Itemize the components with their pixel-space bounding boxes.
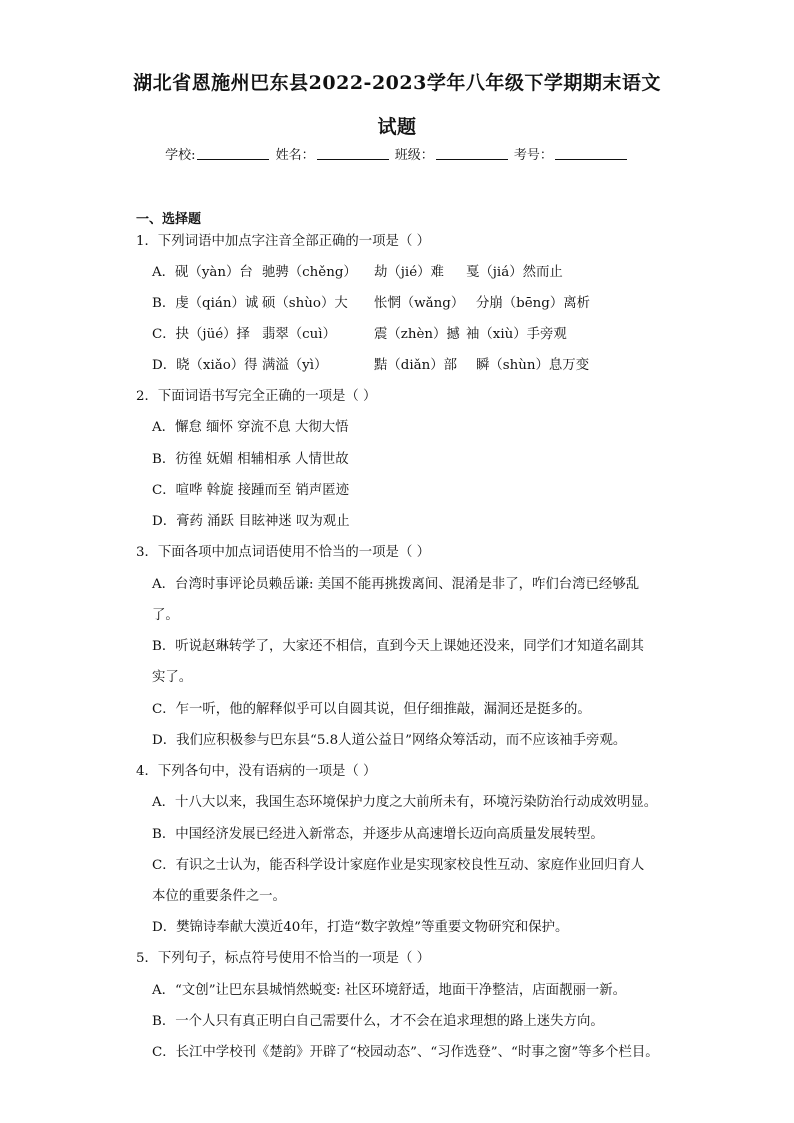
q4-option-c-line1: C．有识之士认为，能否科学设计家庭作业是实现家校良性互动、家庭作业回归育人 (152, 858, 645, 873)
exam-title-line1: 湖北省恩施州巴东县2022-2023学年八年级下学期期末语文 (133, 72, 661, 94)
q2-stem: 2．下面词语书写完全正确的一项是（ ） (136, 389, 377, 404)
q1-option-a (152, 264, 563, 282)
q1-d-seg1: D．晓（xiǎo）得 (152, 358, 258, 373)
section-title: 一、选择题 (136, 212, 202, 227)
q1-b-seg3: 怅惘（wǎng） (374, 296, 465, 311)
exam-no-label: 考号： (513, 148, 553, 163)
q1-a-seg3: 劫（jié）难 (374, 265, 444, 280)
q4-option-b: B．中国经济发展已经进入新常态，并逐步从高速增长迈向高质量发展转型。 (152, 827, 604, 842)
q1-stem: 1．下列词语中加点字注音全部正确的一项是（ ） (136, 234, 430, 249)
q1-c-seg2: 翡翠（cuì） (262, 327, 336, 342)
school-label: 学校: (165, 148, 196, 163)
q5-stem: 5．下列句子，标点符号使用不恰当的一项是（ ） (136, 951, 430, 966)
q1-c-seg1: C．抉（jüé）择 (152, 327, 250, 342)
q1-d-seg3: 黠（diǎn）部 (374, 358, 458, 373)
name-label: 姓名： (275, 148, 315, 163)
q1-option-b (152, 295, 590, 313)
q3-option-d: D．我们应积极参与巴东县“5.8人道公益日”网络众筹活动，而不应该袖手旁观。 (152, 733, 627, 748)
q1-c-seg4: 袖（xiù）手旁观 (466, 327, 567, 342)
q5-option-c: C．长江中学校刊《楚韵》开辟了“校园动态”、“习作选登”、“时事之窗”等多个栏目。 (152, 1045, 659, 1060)
q5-option-b: B．一个人只有真正明白自己需要什么，才不会在追求理想的路上迷失方向。 (152, 1014, 604, 1029)
q2-option-c: C．喧哗 斡旋 接踵而至 销声匿迹 (152, 483, 350, 498)
q1-option-d (152, 357, 589, 375)
q1-b-seg4: 分崩（bēng）离析 (476, 296, 591, 311)
q4-option-d: D．樊锦诗奉献大漠近40年，打造“数字敦煌”等重要文物研究和保护。 (152, 920, 569, 935)
q1-d-seg4: 瞬（shùn）息万变 (476, 358, 590, 373)
class-blank (436, 147, 508, 160)
q2-option-d: D．膏药 涌跃 目眩神迷 叹为观止 (152, 514, 350, 529)
q1-b-seg2: 硕（shùo）大 (262, 296, 348, 311)
q1-a-seg2: 驰骋（chěng） (262, 265, 357, 280)
q2-option-a: A．懈怠 缅怀 穿流不息 大彻大悟 (152, 420, 349, 435)
q4-stem: 4．下列各句中，没有语病的一项是（ ） (136, 764, 377, 779)
q3-option-a-line2: 了。 (152, 608, 179, 623)
exam-title-line2: 试题 (377, 116, 417, 138)
q1-a-seg4: 戛（jiá）然而止 (466, 265, 563, 280)
q1-c-seg3: 震（zhèn）撼 (374, 327, 460, 342)
class-label: 班级： (394, 148, 434, 163)
exam-no-blank (555, 147, 627, 160)
school-blank (197, 147, 269, 160)
q1-b-seg1: B．虔（qián）诚 (152, 296, 259, 311)
q4-option-a: A．十八大以来，我国生态环境保护力度之大前所未有，环境污染防治行动成效明显。 (152, 795, 658, 810)
q4-option-c-line2: 本位的重要条件之一。 (152, 889, 286, 904)
q1-d-seg2: 满溢（yì） (262, 358, 328, 373)
q3-option-c: C．乍一听，他的解释似乎可以自圆其说，但仔细推敲，漏洞还是挺多的。 (152, 702, 591, 717)
q3-option-a-line1: A．台湾时事评论员赖岳谦: 美国不能再挑拨离间、混淆是非了，咋们台湾已经够乱 (152, 577, 640, 592)
q3-option-b-line2: 实了。 (152, 670, 193, 685)
q3-stem: 3．下面各项中加点词语使用不恰当的一项是（ ） (136, 545, 430, 560)
q3-option-b-line1: B．听说赵琳转学了，大家还不相信，直到今天上课她还没来，同学们才知道名副其 (152, 639, 644, 654)
q1-option-c (152, 326, 567, 344)
q5-option-a: A．“文创”让巴东县城悄然蜕变: 社区环境舒适，地面干净整洁，店面靓丽一新。 (152, 983, 627, 998)
name-blank (317, 147, 389, 160)
q1-a-seg1: A．砚（yàn）台 (152, 265, 253, 280)
q2-option-b: B．彷徨 妩媚 相辅相承 人情世故 (152, 452, 349, 467)
student-info-row (0, 144, 794, 163)
